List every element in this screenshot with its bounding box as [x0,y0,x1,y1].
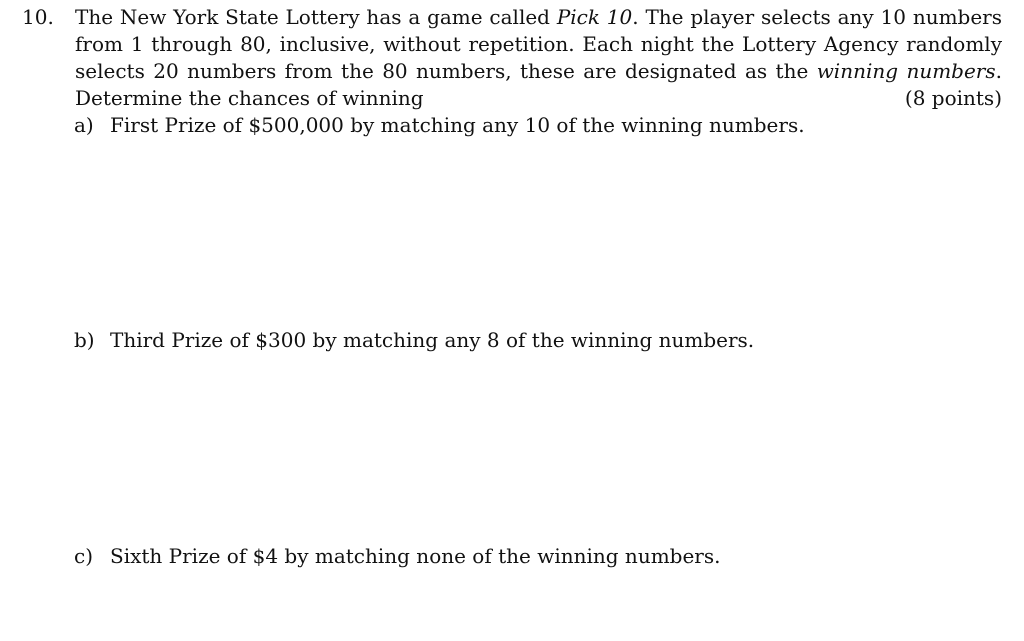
stem-line-4-text: Determine the chances of winning [75,86,424,110]
part-b-text: Third Prize of $300 by matching any 8 of the winning numbers. [110,328,755,352]
stem-line-3-text-a: selects 20 numbers from the 80 numbers, these are designated as the [75,59,817,83]
stem-line-4 [75,85,1002,112]
part-a-label: a) [74,113,94,137]
part-a [74,112,805,139]
part-b-label: b) [74,328,95,352]
winning-numbers-term: winning numbers [816,59,996,83]
part-b [74,327,754,354]
part-c-label: c) [74,544,94,568]
points-label: (8 points) [904,86,1002,110]
stem-line-1 [75,4,1002,31]
stem-line-3-text-c: . [995,59,1002,83]
stem-line-1-text-a: The New York State Lottery has a game called [75,5,557,29]
question-stem [75,4,1002,112]
game-name: Pick 10 [556,5,633,29]
part-c-text: Sixth Prize of $4 by matching none of the winning numbers. [110,544,721,568]
stem-line-2: from 1 through 80, inclusive, without repetition. Each night the Lottery Agency randomly [75,32,1002,56]
part-a-text: First Prize of $500,000 by matching any 10 of the winning numbers. [110,113,805,137]
part-c [74,543,720,570]
question-number: 10. [22,5,54,29]
stem-line-1-text-c: . The player selects any 10 numbers [632,5,1002,29]
stem-line-3 [75,58,1002,85]
